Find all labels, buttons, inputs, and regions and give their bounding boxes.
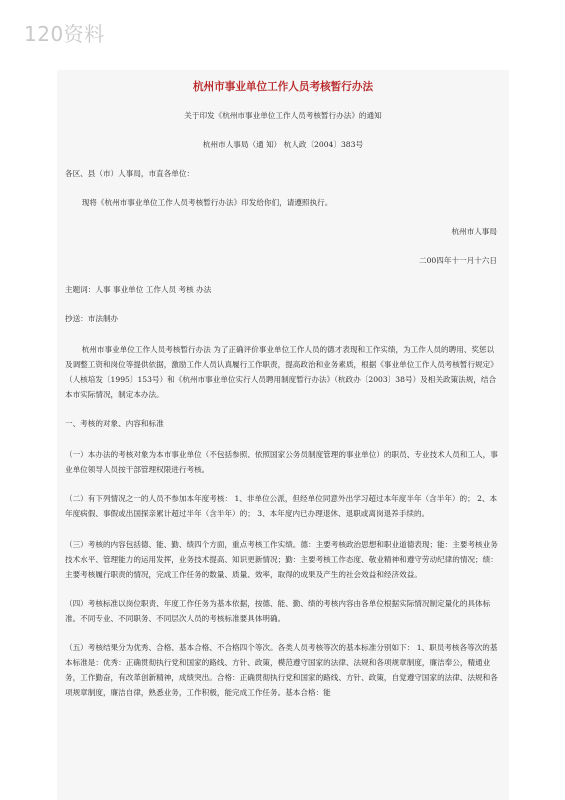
document-title: 杭州市事业单位工作人员考核暂行办法	[192, 81, 374, 93]
signer: 杭州市人事局	[451, 227, 497, 236]
cc-line: 抄送：市法制办	[65, 314, 119, 323]
document-page	[57, 70, 509, 800]
body-intro: 现将《杭州市事业单位工作人员考核暂行办法》印发给你们，请遵照执行。	[81, 198, 333, 207]
notice-title: 关于印发《杭州市事业单位工作人员考核暂行办法》的通知	[184, 111, 382, 120]
document-number: 杭州市人事局（通 知） 杭人政〔2004〕383号	[202, 140, 364, 149]
section-heading: 一、考核的对象、内容和标准	[65, 419, 164, 428]
issue-date: 二00四年十一月十六日	[418, 256, 497, 265]
addressee: 各区、县（市）人事局，市直各单位：	[65, 169, 195, 178]
preamble: 杭州市事业单位工作人员考核暂行办法 为了正确评价事业单位工作人员的德才表现和工作实绩，为工作人员的聘用、奖惩以及调整工资和岗位等提供依据，激励工作人员认真履行工作职责，提高政治和业务素质，根据《事业单位工作人员考核暂行规定》（人核培发〔1995〕153号）和《杭州市事业单位实行人员聘用制度暂行办法》（杭政办〔2003〕38号）及相关政策法规，结合本市实际情况，制定本办法。	[65, 345, 498, 399]
paragraph-1: （一）本办法的考核对象为本市事业单位（不包括参照、依照国家公务员制度管理的事业单位）的职员、专业技术人员和工人，事业单位领导人员按干部管理权限进行考核。	[65, 450, 498, 474]
paragraph-5: （五）考核结果分为优秀、合格、基本合格、不合格四个等次。各类人员考核等次的基本标准分别如下： 1、职员考核各等次的基本标准是：优秀：正确贯彻执行党和国家的路线、方针、政策，模范遵守国家的法律、法规和各项规章制度，廉洁奉公，精通业务，工作勤奋，有改革创新精神，成绩突出。合格：正确贯彻执行党和国家的路线、方针、政策，自觉遵守国家的法律、法规和各项规章制度，廉洁自律，熟悉业务，工作积极，能完成工作任务。基本合格：能	[65, 643, 498, 697]
paragraph-3: （三）考核的内容包括德、能、勤、绩四个方面，重点考核工作实绩。德：主要考核政治思想和职业道德表现；能：主要考核业务技术水平、管理能力的运用发挥，业务技术提高、知识更新情况；勤：主要考核工作态度、敬业精神和遵守劳动纪律的情况；绩：主要考核履行职责的情况，完成工作任务的数量、质量、效率，取得的成果及产生的社会效益和经济效益。	[65, 540, 498, 579]
paragraph-2: （二）有下列情况之一的人员不参加本年度考核： 1、非单位公派，但经单位同意外出学习超过本年度半年（含半年）的； 2、本年度病假、事假或出国探亲累计超过半年（含半年）的； 3、本年度内已办理退休、退职或离岗退养手续的。	[65, 494, 498, 518]
watermark-logo: 120资料	[24, 22, 105, 46]
keywords: 主题词：人事 事业单位 工作人员 考核 办法	[65, 285, 212, 294]
paragraph-4: （四）考核标准以岗位职责、年度工作任务为基本依据，按德、能、勤、绩的考核内容由各单位根据实际情况制定量化的具体标准。不同专业、不同职务、不同层次人员的考核标准要具体明确。	[65, 599, 491, 623]
